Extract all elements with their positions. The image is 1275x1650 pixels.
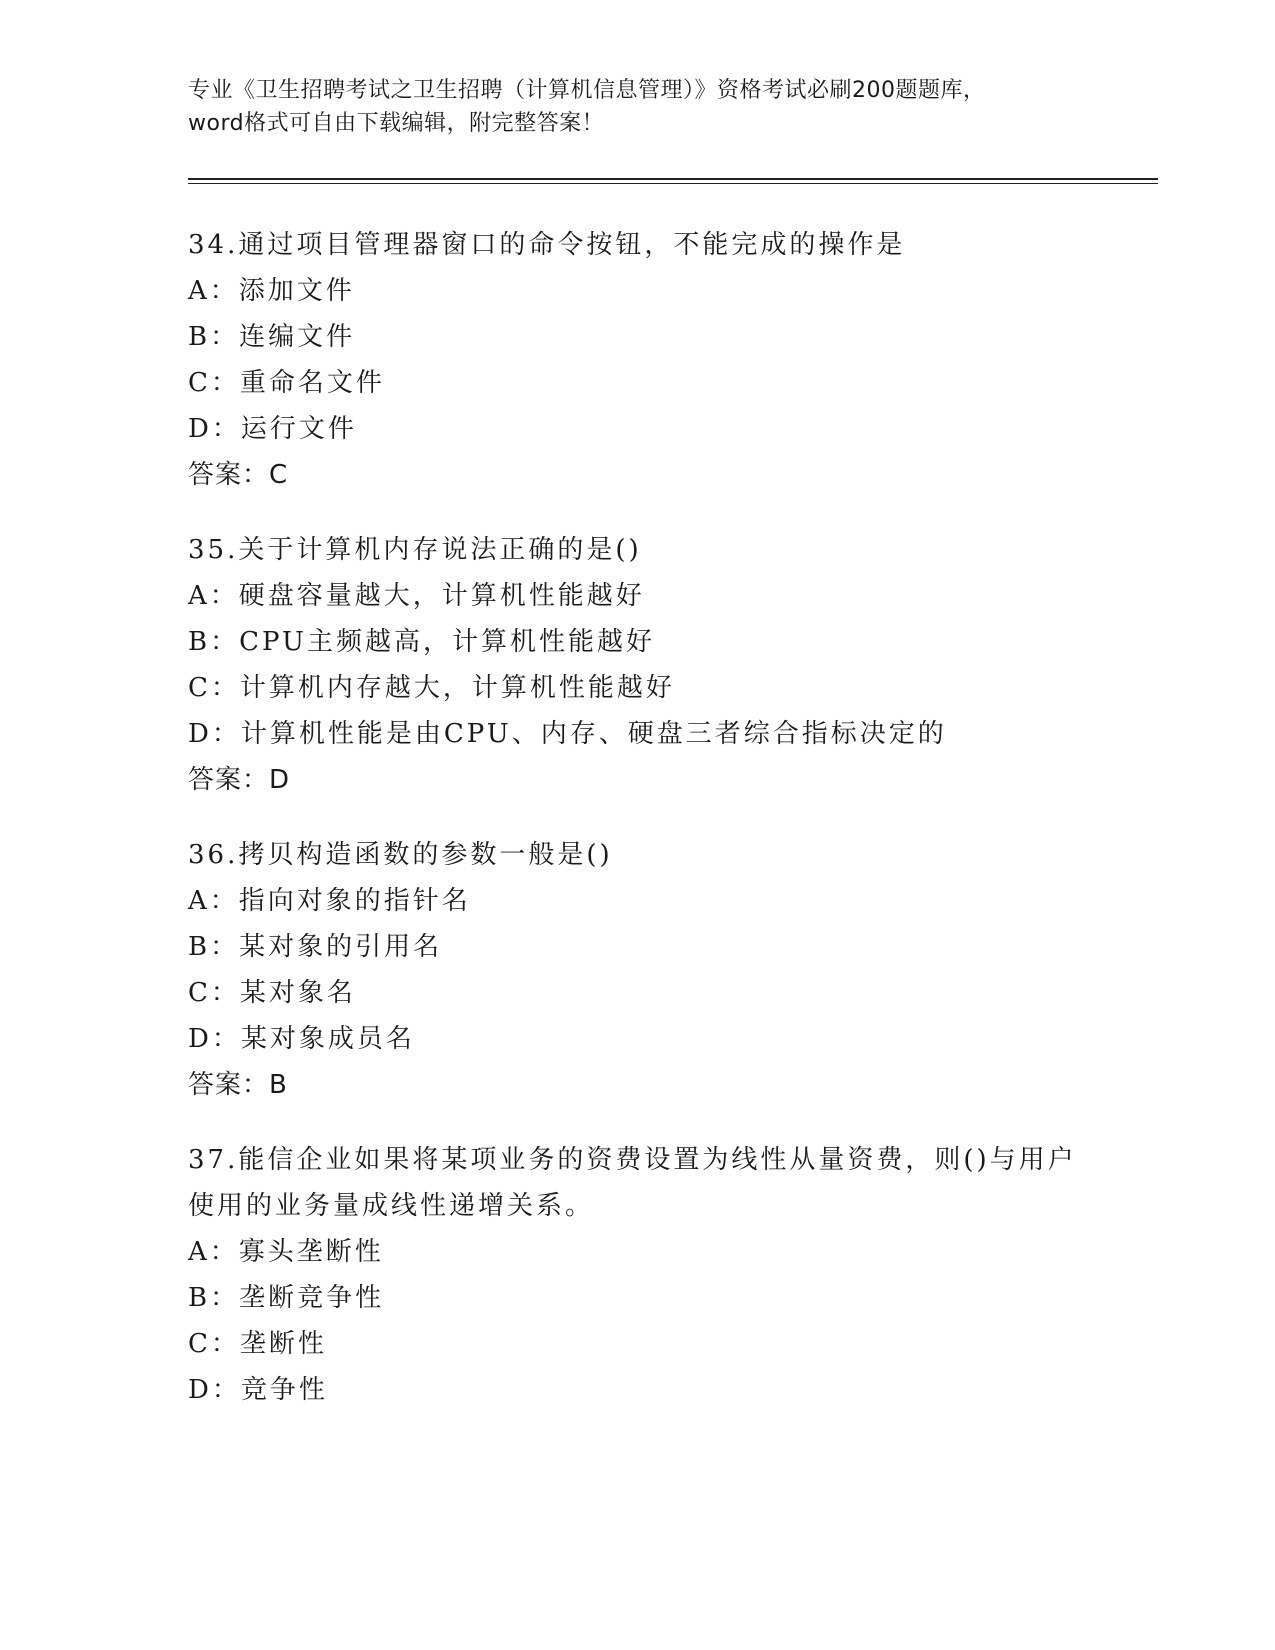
- document-header: [188, 74, 1088, 140]
- answer-text: 答案：C: [188, 460, 289, 490]
- question-stem: 35.关于计算机内存说法正确的是(): [188, 535, 642, 565]
- option-b: B：CPU主频越高，计算机性能越好: [188, 627, 655, 657]
- question-stem-line-2: 使用的业务量成线性递增关系。: [188, 1191, 595, 1221]
- question-stem-line-1: 37.能信企业如果将某项业务的资费设置为线性从量资费，则()与用户: [188, 1145, 1077, 1175]
- answer-text: 答案：D: [188, 765, 291, 795]
- question-37: [188, 1137, 1088, 1413]
- header-divider-thick: [188, 178, 1158, 180]
- question-34: [188, 222, 1088, 498]
- header-line-2: word格式可自由下载编辑，附完整答案！: [188, 111, 605, 136]
- option-d: D：某对象成员名: [188, 1024, 415, 1054]
- option-a: A：硬盘容量越大，计算机性能越好: [188, 581, 645, 611]
- header-line-1: 专业《卫生招聘考试之卫生招聘（计算机信息管理）》资格考试必刷200题题库，: [188, 78, 986, 103]
- option-d: D：运行文件: [188, 414, 357, 444]
- option-d: D：竞争性: [188, 1375, 328, 1405]
- question-35: [188, 527, 1088, 803]
- option-a: A：指向对象的指针名: [188, 886, 471, 916]
- option-c: C：某对象名: [188, 978, 356, 1008]
- header-divider-thin: [188, 183, 1158, 184]
- option-c: C：计算机内存越大，计算机性能越好: [188, 673, 675, 703]
- option-d: D：计算机性能是由CPU、内存、硬盘三者综合指标决定的: [188, 719, 947, 749]
- question-36: [188, 832, 1088, 1108]
- answer-text: 答案：B: [188, 1070, 288, 1100]
- option-b: B：某对象的引用名: [188, 932, 443, 962]
- option-b: B：连编文件: [188, 322, 356, 352]
- option-a: A：添加文件: [188, 276, 355, 306]
- option-c: C：垄断性: [188, 1329, 327, 1359]
- question-stem: 36.拷贝构造函数的参数一般是(): [188, 840, 613, 870]
- option-b: B：垄断竞争性: [188, 1283, 385, 1313]
- option-a: A：寡头垄断性: [188, 1237, 384, 1267]
- question-stem: 34.通过项目管理器窗口的命令按钮，不能完成的操作是: [188, 230, 906, 260]
- option-c: C：重命名文件: [188, 368, 385, 398]
